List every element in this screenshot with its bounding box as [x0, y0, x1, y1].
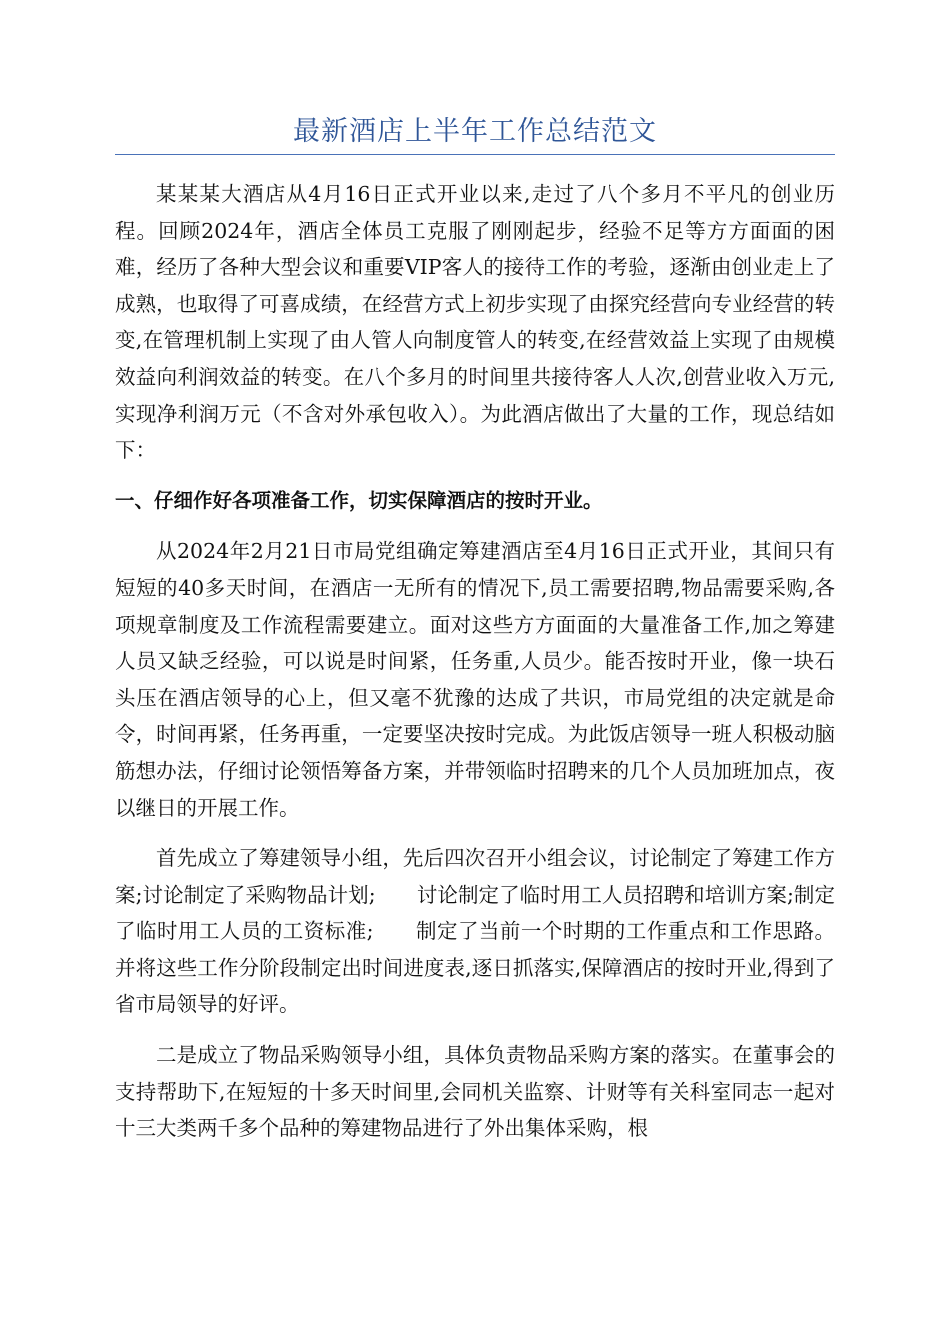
paragraph-leadership-group: 首先成立了筹建领导小组，先后四次召开小组会议，讨论制定了筹建工作方案;讨论制定了采购物品计划; 讨论制定了临时用工人员招聘和培训方案;制定了临时用工人员的工资标准; 制定了当前一个时期的工作重点和工作思路。并将这些工作分阶段制定出时间进度表,逐日抓落实,保障酒店的按时开业,得到了省市局领导的好评。	[115, 846, 835, 1017]
paragraph-intro: 某某某大酒店从4月16日正式开业以来,走过了八个多月不平凡的创业历程。回顾2024年，酒店全体员工克服了刚刚起步，经验不足等方方面面的困难，经历了各种大型会议和重要VIP客人的接待工作的考验，逐渐由创业走上了成熟，也取得了可喜成绩，在经营方式上初步实现了由探究经营向专业经营的转变,在管理机制上实现了由人管人向制度管人的转变,在经营效益上实现了由规模效益向利润效益的转变。在八个多月的时间里共接待客人人次,创营业收入万元,实现净利润万元（不含对外承包收入）。为此酒店做出了大量的工作，现总结如下：	[115, 182, 835, 463]
document-title: 最新酒店上半年工作总结范文	[293, 116, 657, 147]
section-heading-1: 一、仔细作好各项准备工作，切实保障酒店的按时开业。	[115, 488, 603, 512]
paragraph-procurement: 二是成立了物品采购领导小组，具体负责物品采购方案的落实。在董事会的支持帮助下,在短短的十多天时间里,会同机关监察、计财等有关科室同志一起对十三大类两千多个品种的筹建物品进行了外出集体采购，根	[115, 1043, 835, 1141]
paragraph-preparation: 从2024年2月21日市局党组确定筹建酒店至4月16日正式开业，其间只有短短的40多天时间，在酒店一无所有的情况下,员工需要招聘,物品需要采购,各项规章制度及工作流程需要建立。面对这些方方面面的大量准备工作,加之筹建人员又缺乏经验，可以说是时间紧，任务重,人员少。能否按时开业，像一块石头压在酒店领导的心上，但又毫不犹豫的达成了共识，市局党组的决定就是命令，时间再紧，任务再重，一定要坚决按时完成。为此饭店领导一班人积极动脑筋想办法，仔细讨论领悟筹备方案，并带领临时招聘来的几个人员加班加点，夜以继日的开展工作。	[115, 539, 835, 820]
title-underline	[115, 154, 835, 155]
document-body	[115, 176, 835, 1161]
